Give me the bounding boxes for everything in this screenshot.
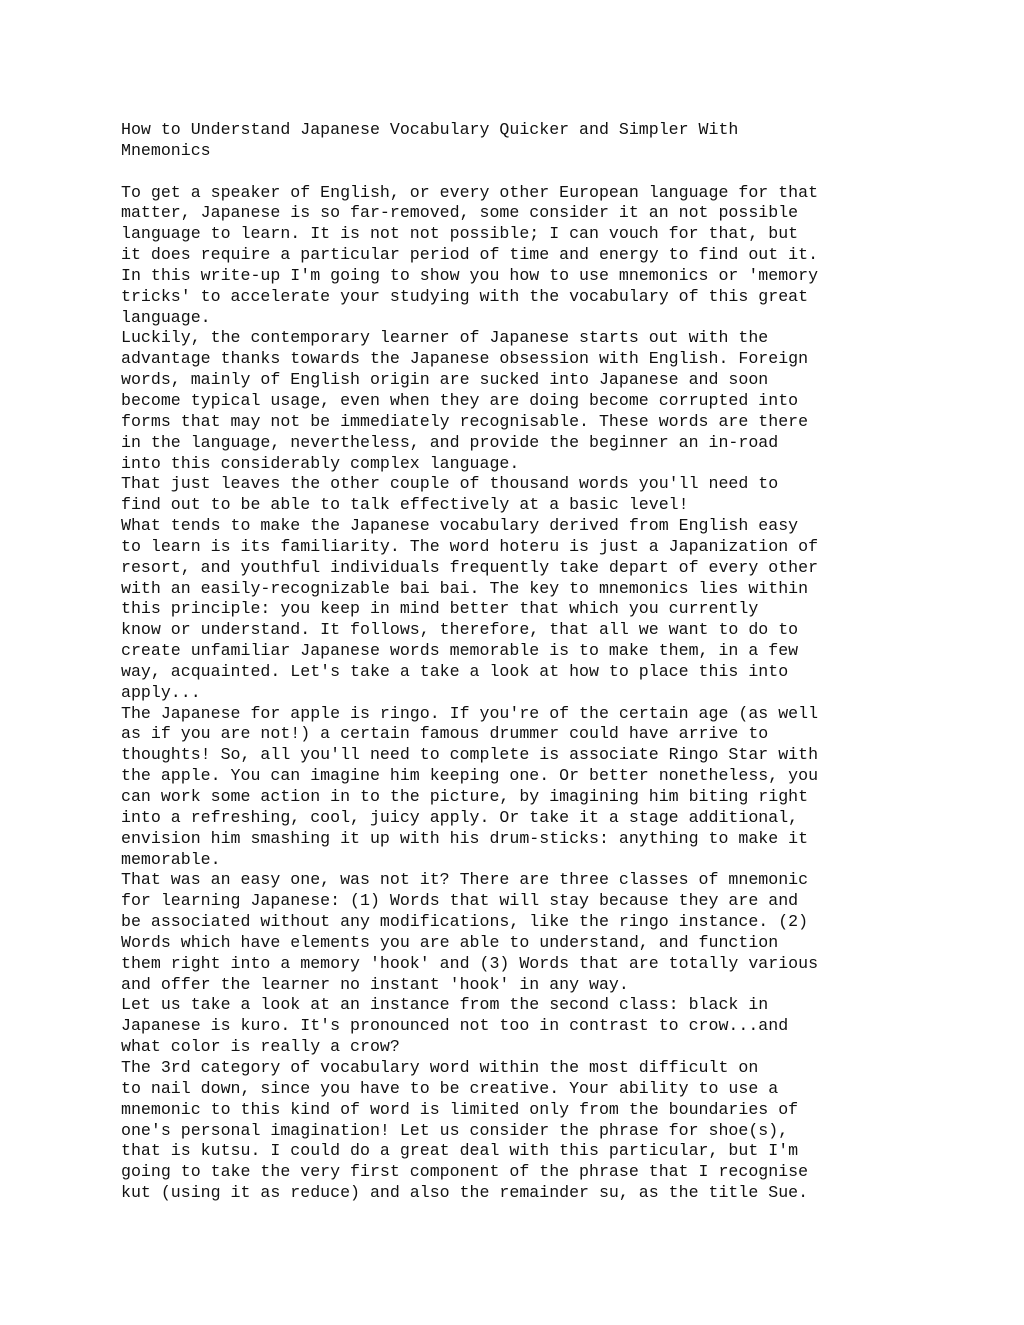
body-text-line: it does require a particular period of time and energy to find out it. (121, 245, 819, 265)
body-text-line: That just leaves the other couple of thousand words you'll need to (121, 474, 779, 494)
body-text-line: into a refreshing, cool, juicy apply. Or take it a stage additional, (121, 807, 799, 827)
document-title-line: How to Understand Japanese Vocabulary Quicker and Simpler With (121, 120, 739, 139)
body-text-line: be associated without any modifications, like the ringo instance. (2) (121, 912, 809, 932)
body-text-line: resort, and youthful individuals frequently take depart of every other (121, 557, 819, 577)
body-text-line: language to learn. It is not not possible; I can vouch for that, but (121, 224, 799, 244)
body-text-line: them right into a memory 'hook' and (3) Words that are totally various (121, 953, 819, 973)
body-text-line: words, mainly of English origin are sucked into Japanese and soon (121, 370, 769, 390)
body-text-line: language. (121, 307, 211, 327)
body-text-line: Luckily, the contemporary learner of Japanese starts out with the (121, 328, 769, 348)
body-text-line: envision him smashing it up with his drum-sticks: anything to make it (121, 828, 809, 848)
body-text-line: know or understand. It follows, therefore, that all we want to do to (121, 620, 799, 640)
body-text-line: create unfamiliar Japanese words memorable is to make them, in a few (121, 641, 799, 661)
body-text-line: advantage thanks towards the Japanese obsession with English. Foreign (121, 349, 809, 369)
body-text-line: going to take the very first component of the phrase that I recognise (121, 1162, 809, 1182)
body-text-line: Japanese is kuro. It's pronounced not too in contrast to crow...and (121, 1016, 789, 1036)
body-text-line: apply... (121, 682, 201, 702)
body-text-line: to nail down, since you have to be creative. Your ability to use a (121, 1078, 779, 1098)
body-text-line: into this considerably complex language. (121, 453, 520, 473)
body-text-line: memorable. (121, 849, 221, 869)
body-text-line: one's personal imagination! Let us consider the phrase for shoe(s), (121, 1120, 789, 1140)
body-text-line: Let us take a look at an instance from the second class: black in (121, 995, 769, 1015)
body-text-line: matter, Japanese is so far-removed, some consider it an not possible (121, 203, 799, 223)
body-text-line: forms that may not be immediately recognisable. These words are there (121, 411, 809, 431)
body-text-line: in the language, nevertheless, and provide the beginner an in-road (121, 432, 779, 452)
body-text-line: The Japanese for apple is ringo. If you're of the certain age (as well (121, 703, 819, 723)
body-text-line: and offer the learner no instant 'hook' in any way. (121, 974, 629, 994)
body-text-line: mnemonic to this kind of word is limited only from the boundaries of (121, 1099, 799, 1119)
body-text-line: way, acquainted. Let's take a take a look at how to place this into (121, 661, 789, 681)
body-text-line: Words which have elements you are able to understand, and function (121, 932, 779, 952)
body-text-line: To get a speaker of English, or every other European language for that (121, 182, 819, 202)
body-text-line: for learning Japanese: (1) Words that will stay because they are and (121, 891, 799, 911)
body-text-line: kut (using it as reduce) and also the remainder su, as the title Sue. (121, 1183, 809, 1203)
body-text-line: become typical usage, even when they are doing become corrupted into (121, 390, 799, 410)
body-text-line: thoughts! So, all you'll need to complete is associate Ringo Star with (121, 745, 819, 765)
body-text-line: tricks' to accelerate your studying with the vocabulary of this great (121, 286, 809, 306)
body-text-line: The 3rd category of vocabulary word within the most difficult on (121, 1057, 759, 1077)
body-text-line: What tends to make the Japanese vocabulary derived from English easy (121, 516, 799, 536)
blank-line (121, 162, 911, 183)
body-text-line: that is kutsu. I could do a great deal with this particular, but I'm (121, 1141, 799, 1161)
body-text-line: can work some action in to the picture, by imagining him biting right (121, 787, 809, 806)
body-text-line: In this write-up I'm going to show you how to use mnemonics or 'memory (121, 265, 819, 285)
document-page (121, 120, 911, 1204)
body-text-line: find out to be able to talk effectively at a basic level! (121, 495, 689, 515)
body-text-line: as if you are not!) a certain famous drummer could have arrive to (121, 724, 769, 744)
document-title-line: Mnemonics (121, 140, 211, 160)
body-text-line: to learn is its familiarity. The word hoteru is just a Japanization of (121, 536, 819, 556)
body-text-line: this principle: you keep in mind better that which you currently (121, 599, 759, 619)
body-text-line: with an easily-recognizable bai bai. The key to mnemonics lies within (121, 578, 809, 598)
body-text-line: That was an easy one, was not it? There are three classes of mnemonic (121, 870, 809, 890)
body-text-line: what color is really a crow? (121, 1037, 400, 1057)
body-text-line: the apple. You can imagine him keeping one. Or better nonetheless, you (121, 766, 819, 786)
